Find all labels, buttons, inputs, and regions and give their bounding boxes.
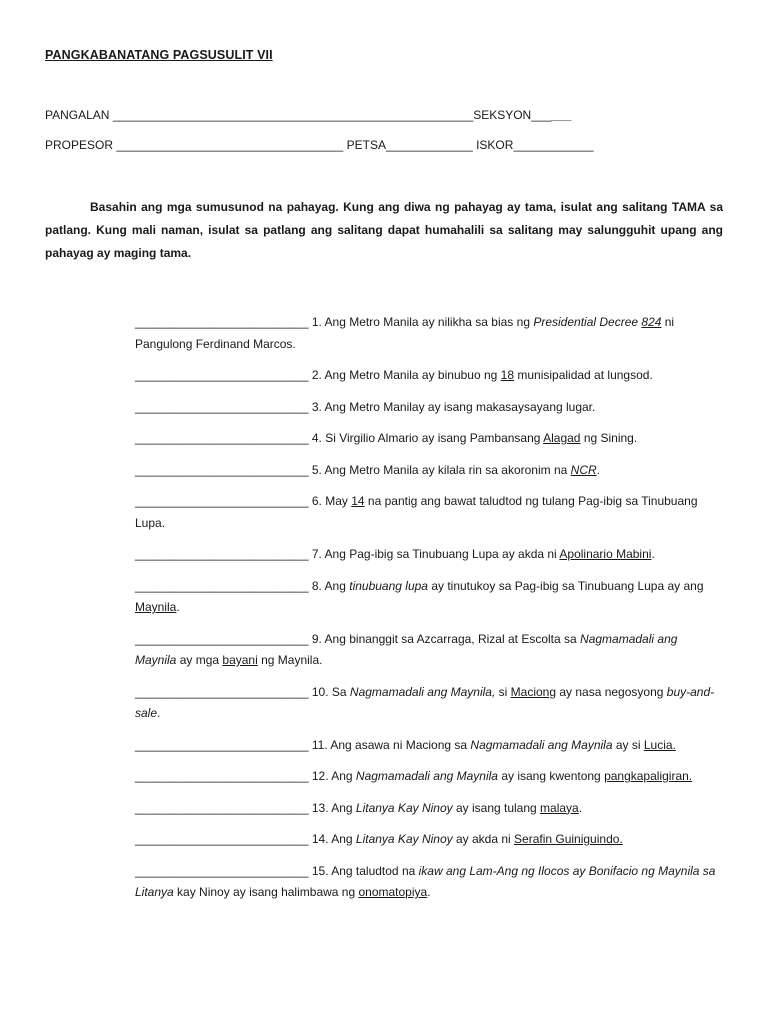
answer-blank[interactable]: __________________________	[135, 315, 309, 329]
underlined-term: Alagad	[543, 431, 581, 445]
underlined-term: NCR	[570, 462, 597, 477]
question-text: ng Sining.	[580, 431, 638, 445]
underlined-term: malaya	[540, 800, 579, 815]
underlined-term: 18	[500, 368, 515, 382]
date-label: PETSA	[346, 138, 386, 152]
question-item	[135, 365, 720, 387]
answer-blank[interactable]: __________________________	[135, 863, 309, 878]
question-item	[135, 829, 720, 851]
professor-blank[interactable]: __________________________________	[116, 138, 344, 152]
answer-blank[interactable]: __________________________	[135, 462, 309, 477]
question-text: .	[651, 547, 655, 561]
answer-blank[interactable]: __________________________	[135, 578, 309, 593]
question-text: ay isang tulang	[452, 800, 541, 815]
instructions-paragraph: Basahin ang mga sumusunod na pahayag. Kung ang diwa ng pahayag ay tama, isulat ang salitang TAMA sa patlang. Kung mali naman, isulat sa patlang ang salitang dapat humahalili sa salitang may salungguhit upang ang pahayag ay maging tama.	[45, 200, 723, 260]
professor-date-score-row	[45, 138, 594, 152]
question-text: .	[176, 600, 180, 614]
question-item	[135, 682, 720, 725]
answer-blank[interactable]: __________________________	[135, 368, 309, 382]
question-text: si	[495, 684, 511, 699]
answer-blank[interactable]: __________________________	[135, 832, 309, 846]
answer-blank[interactable]: __________________________	[135, 800, 309, 815]
question-text: Nagmamadali ang Maynila	[135, 631, 678, 667]
question-text: Presidential Decree	[533, 315, 642, 329]
answer-blank[interactable]: __________________________	[135, 399, 309, 414]
question-text: 8. Ang	[308, 578, 350, 593]
question-text: 1. Ang Metro Manila ay nilikha sa bias ng	[308, 315, 534, 329]
question-text: na pantig ang bawat taludtod ng tulang Pag-ibig sa Tinubuang Lupa.	[135, 494, 698, 530]
question-text: Nagmamadali ang Maynila	[470, 737, 613, 752]
question-text: 14. Ang	[308, 832, 356, 846]
question-text: buy-and-sale	[135, 684, 715, 720]
question-text: ay tinutukoy sa Pag-ibig sa Tinubuang Lupa ay ang	[427, 578, 704, 593]
underlined-term: 14	[351, 494, 365, 508]
question-text: 7. Ang Pag-ibig sa Tinubuang Lupa ay akda ni	[308, 547, 560, 561]
underlined-term: pangkapaligiran.	[604, 769, 693, 783]
question-item	[135, 428, 720, 450]
professor-label: PROPESOR	[45, 138, 114, 152]
question-item	[135, 576, 720, 619]
question-text: 2. Ang Metro Manila ay binubuo ng	[308, 368, 501, 382]
section-blank-bold[interactable]: ___	[551, 108, 572, 122]
question-item	[135, 798, 720, 820]
underlined-term: 824	[641, 315, 662, 329]
question-text: ay mga	[176, 653, 223, 667]
question-item	[135, 735, 720, 757]
question-item	[135, 766, 720, 788]
question-text: 13. Ang	[308, 800, 356, 815]
name-blank[interactable]: ______________________________________________________	[112, 108, 474, 122]
question-text: ikaw ang Lam-Ang ng Ilocos ay Bonifacio ng Maynila sa Litanya	[135, 863, 716, 899]
answer-blank[interactable]: __________________________	[135, 494, 309, 508]
question-item	[135, 861, 720, 904]
underlined-term: Apolinario Mabini	[559, 547, 652, 561]
question-text: Litanya Kay Ninoy	[355, 800, 453, 815]
question-text: ay isang kwentong	[497, 769, 605, 783]
section-blank[interactable]: ___	[531, 108, 552, 122]
answer-blank[interactable]: __________________________	[135, 769, 309, 783]
date-blank[interactable]: _____________	[385, 138, 473, 152]
question-text: ay si	[612, 737, 644, 752]
question-text: .	[596, 462, 600, 477]
question-item	[135, 629, 720, 672]
question-text: 6. May	[308, 494, 352, 508]
question-text: 12. Ang	[308, 769, 356, 783]
underlined-term: onomatopiya	[358, 885, 428, 899]
question-text: .	[427, 885, 431, 899]
question-text: ay akda ni	[452, 832, 515, 846]
question-text: 3. Ang Metro Manilay ay isang makasaysayang lugar.	[308, 399, 596, 414]
question-text: Nagmamadali ang Maynila	[355, 769, 498, 783]
question-text: 11. Ang asawa ni Maciong sa	[308, 737, 471, 752]
question-text: kay Ninoy ay isang halimbawa ng	[173, 885, 359, 899]
question-text: ng Maynila.	[257, 653, 323, 667]
question-text: 5. Ang Metro Manila ay kilala rin sa akoronim na	[308, 462, 571, 477]
name-section-row	[45, 108, 571, 122]
page-title: PANGKABANATANG PAGSUSULIT VII	[45, 48, 273, 62]
answer-blank[interactable]: __________________________	[135, 431, 309, 445]
question-text: ay nasa negosyong	[556, 684, 667, 699]
question-text: 15. Ang taludtod na	[308, 863, 419, 878]
answer-blank[interactable]: __________________________	[135, 737, 309, 752]
question-text: tinubuang lupa	[349, 578, 428, 593]
question-list	[135, 312, 720, 904]
question-text: munisipalidad at lungsod.	[514, 368, 653, 382]
question-text: 4. Si Virgilio Almario ay isang Pambansang	[308, 431, 544, 445]
question-text: .	[578, 800, 583, 815]
question-item	[135, 544, 720, 566]
question-item	[135, 491, 720, 534]
question-text: .	[157, 706, 161, 720]
question-item	[135, 460, 720, 482]
answer-blank[interactable]: __________________________	[135, 631, 309, 646]
question-text: ni Pangulong Ferdinand Marcos.	[135, 315, 675, 351]
answer-blank[interactable]: __________________________	[135, 547, 309, 561]
underlined-term: Maynila	[135, 600, 177, 614]
question-text: 9. Ang binanggit sa Azcarraga, Rizal at Escolta sa	[308, 631, 581, 646]
underlined-term: Maciong	[510, 684, 557, 699]
question-text: Nagmamadali ang Maynila,	[349, 684, 496, 699]
score-label: ISKOR	[476, 138, 514, 152]
question-text: 10. Sa	[308, 684, 350, 699]
answer-blank[interactable]: __________________________	[135, 684, 309, 699]
underlined-term: Serafin Guiniguindo.	[514, 832, 623, 846]
section-label: SEKSYON	[473, 108, 532, 122]
underlined-term: bayani	[222, 653, 258, 667]
name-label: PANGALAN	[45, 108, 110, 122]
question-item	[135, 397, 720, 419]
score-blank[interactable]: ____________	[513, 138, 594, 152]
question-item	[135, 312, 720, 355]
question-text: Litanya Kay Ninoy	[355, 832, 453, 846]
underlined-term: Lucia.	[643, 737, 676, 752]
